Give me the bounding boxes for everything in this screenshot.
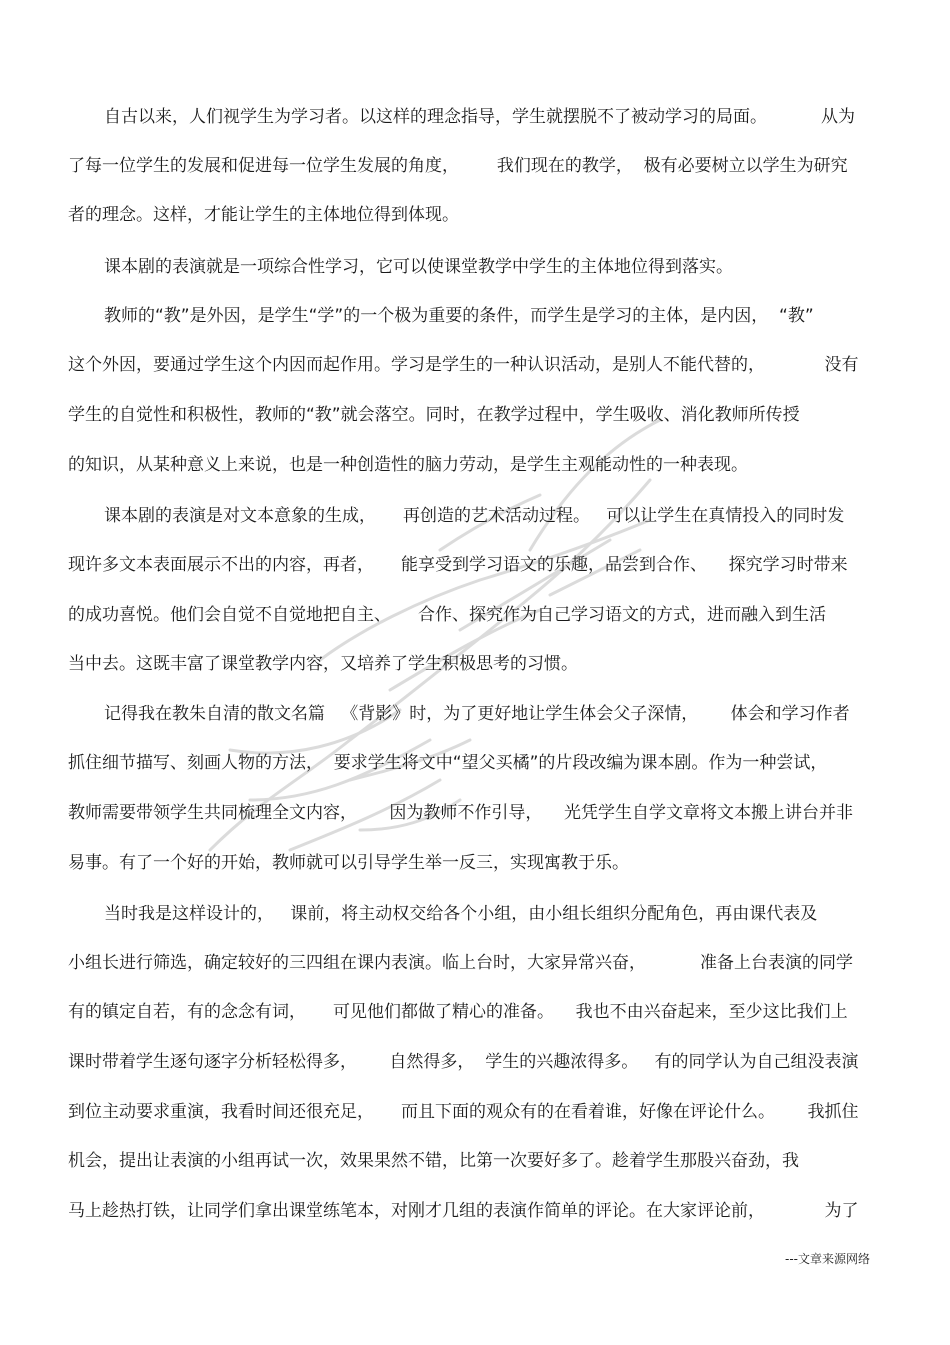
body-line-3: 者的理念。这样，才能让学生的主体地位得到体现。 (68, 205, 459, 225)
body-line-21: 到位主动要求重演，我看时间还很充足， 而且下面的观众有的在看着谁，好像在评论什么。 我抓住 (68, 1102, 859, 1122)
body-line-22: 机会，提出让表演的小组再试一次，效果果然不错，比第一次要好多了。趁着学生那股兴奋劲，我 (68, 1151, 799, 1171)
body-line-11: 的成功喜悦。他们会自觉不自觉地把自主、 合作、探究作为自己学习语文的方式，进而融入到生活 (68, 605, 827, 625)
body-line-17: 当时我是这样设计的， 课前，将主动权交给各个小组，由小组长组织分配角色，再由课代表及 (104, 904, 818, 924)
body-line-5: 教师的“教”是外因，是学生“学”的一个极为重要的条件，而学生是学习的主体，是内因， “教” (104, 306, 814, 326)
body-line-15: 教师需要带领学生共同梳理全文内容， 因为教师不作引导， 光凭学生自学文章将文本搬上讲台并非 (68, 803, 854, 823)
body-line-7: 学生的自觉性和积极性，教师的“教”就会落空。同时，在教学过程中，学生吸收、消化教师所传授 (68, 405, 800, 425)
body-line-20: 课时带着学生逐句逐字分析轻松得多， 自然得多， 学生的兴趣浓得多。 有的同学认为自己组没表演 (68, 1052, 859, 1072)
body-line-23: 马上趁热打铁，让同学们拿出课堂练笔本，对刚才几组的表演作简单的评论。在大家评论前， 为了 (68, 1201, 859, 1221)
body-line-18: 小组长进行筛选，确定较好的三四组在课内表演。临上台时，大家异常兴奋， 准备上台表演的同学 (68, 953, 854, 973)
body-line-4: 课本剧的表演就是一项综合性学习，它可以使课堂教学中学生的主体地位得到落实。 (104, 257, 733, 277)
body-line-9: 课本剧的表演是对文本意象的生成， 再创造的艺术活动过程。 可以让学生在真情投入的同时发 (104, 506, 845, 526)
body-line-14: 抓住细节描写、刻画人物的方法， 要求学生将文中“望父买橘”的片段改编为课本剧。作为一种尝试， (68, 753, 828, 773)
body-line-6: 这个外因，要通过学生这个内因而起作用。学习是学生的一种认识活动，是别人不能代替的， 没有 (68, 355, 859, 375)
body-line-13: 记得我在教朱自清的散文名篇 《背影》时，为了更好地让学生体会父子深情， 体会和学习作者 (104, 704, 850, 724)
body-line-1: 自古以来，人们视学生为学习者。以这样的理念指导，学生就摆脱不了被动学习的局面。 从为 (104, 107, 856, 127)
body-line-2: 了每一位学生的发展和促进每一位学生发展的角度， 我们现在的教学， 极有必要树立以学生为研究 (68, 156, 848, 176)
body-line-19: 有的镇定自若，有的念念有词， 可见他们都做了精心的准备。 我也不由兴奋起来，至少这比我们上 (68, 1002, 848, 1022)
body-line-16: 易事。有了一个好的开始，教师就可以引导学生举一反三，实现寓教于乐。 (68, 853, 629, 873)
body-line-10: 现许多文本表面展示不出的内容，再者， 能享受到学习语文的乐趣，品尝到合作、 探究学习时带来 (68, 555, 848, 575)
source-note: ---文章来源网络 (785, 1252, 870, 1266)
body-line-12: 当中去。这既丰富了课堂教学内容，又培养了学生积极思考的习惯。 (68, 654, 578, 674)
body-line-8: 的知识，从某种意义上来说，也是一种创造性的脑力劳动，是学生主观能动性的一种表现。 (68, 455, 748, 475)
